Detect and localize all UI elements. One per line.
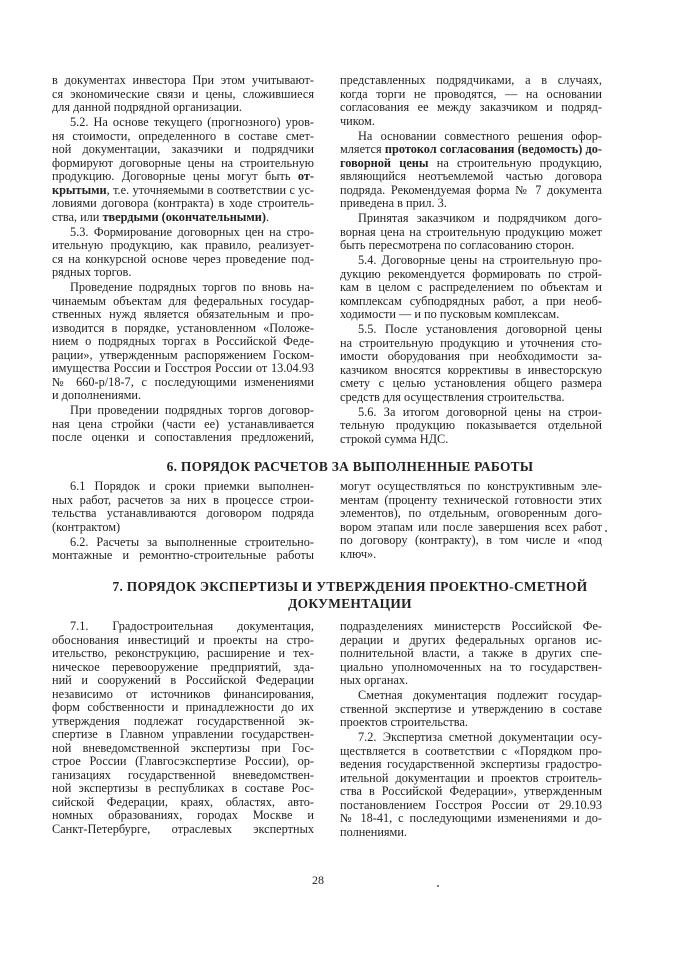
section-5-left-column	[52, 74, 314, 446]
text-line: проектов строительства.	[340, 715, 468, 729]
paragraph	[52, 116, 314, 224]
section-7-heading	[40, 578, 660, 612]
text-line: постановлением Госстроя России от 29.10.93	[340, 797, 602, 812]
text-segment: на строительную продукцию,	[428, 155, 602, 170]
text-line: комплексам субподрядных работ, а при необ-	[340, 293, 602, 308]
text-line: для данной подрядной организации.	[52, 100, 242, 114]
text-line: 7.2. Экспертиза сметной документации осу-	[358, 730, 602, 744]
text-line: ной вневедомственной экспертизы при Гос-	[52, 740, 314, 755]
text-line: ключ».	[340, 546, 377, 561]
text-line: ся на конкурсной основе через проведение под-	[52, 251, 314, 266]
text-line: ительной документации и проектов строитель-	[340, 770, 602, 785]
text-line: ных органах.	[340, 673, 409, 687]
text-line: ний и сооружений в Российской Федерации	[52, 673, 314, 687]
text-line: нием о подрядных торгах в Российской Феде-	[52, 334, 314, 348]
text-line: ной экспертизы в республиках в составе Рос-	[52, 781, 314, 795]
text-line: являющийся неотъемлемой частью договора	[340, 169, 602, 183]
text-line: формируют договорные цены на строительную	[52, 155, 314, 170]
text-line: и дополнениями.	[52, 388, 142, 402]
paragraph	[340, 731, 602, 839]
text-line: циально уполномоченных на то государствен-	[340, 659, 602, 674]
paragraph	[52, 536, 314, 563]
text-segment: ства, или	[52, 209, 103, 224]
text-line	[340, 130, 602, 144]
text-line: могут осуществляться по конструктивным эле-	[340, 479, 602, 493]
paragraph	[340, 74, 602, 128]
text-line: ществляется в соответствии с «Порядком про-	[340, 743, 602, 758]
text-line: 6.2. Расчеты за выполненные строительно-	[70, 534, 314, 549]
text-line: дерации и других федеральных органов ис-	[340, 632, 602, 647]
text-line: спертизе в Главном управлении государствен-	[52, 727, 314, 741]
text-line: 5.3. Формирование договорных цен на стро-	[70, 224, 314, 239]
text-line: после оценки и сопоставления предложений,	[52, 430, 314, 444]
text-line: ническое перевооружение предприятий, зда-	[52, 659, 314, 674]
text-line: ведения государственной экспертизы градостро-	[340, 757, 602, 771]
text-line: № 660-р/18-7, с последующими изменениями	[52, 374, 314, 389]
text-line: ных работ, расчетов за них в процессе строи-	[52, 492, 314, 507]
paragraph	[52, 404, 314, 445]
text-line: смету с целью установления общего размера	[340, 376, 602, 390]
section-7-heading-line-1: 7. ПОРЯДОК ЭКСПЕРТИЗЫ И УТВЕРЖДЕНИЯ ПРОЕКТНО-СМЕТНОЙ	[112, 579, 588, 594]
section-5-right-column	[340, 74, 602, 448]
text-line: рации», утвержденным распоряжением Госком-	[52, 347, 314, 362]
text-segment: мляется	[340, 142, 385, 156]
paragraph	[52, 480, 314, 534]
scan-speck	[437, 885, 439, 887]
text-line: быть пересмотрена по согласованию сторон.	[340, 238, 575, 252]
text-line: строе России (Главгосэкспертизе России), ор-	[52, 754, 314, 768]
text-segment: продукцию. Договорные цены могут быть	[52, 169, 298, 183]
paragraph	[340, 620, 602, 688]
text-line: 5.2. На основе текущего (прогнозного) уров-	[70, 115, 314, 129]
text-line: в документах инвестора При этом учитывают-	[52, 73, 314, 87]
text-line: утверждения подлежат государственной эк-	[52, 713, 314, 728]
text-line: ная цена стройки (части ее) устанавливается	[52, 416, 314, 431]
text-line: обоснования инвестиций и проекты на стро-	[52, 632, 314, 647]
text-line: имости оборудования при необходимости за-	[340, 349, 602, 363]
text-line: 6.1 Порядок и сроки приемки выполнен-	[70, 479, 314, 493]
paragraph	[340, 689, 602, 730]
section-7-right-column	[340, 620, 602, 841]
section-7-left-column	[52, 620, 314, 838]
paragraph	[340, 254, 602, 322]
text-line: чинаемым объектам для федеральных государ-	[52, 293, 314, 308]
text-line	[340, 143, 602, 157]
text-line: полнительной власти, а также в других спе-	[340, 646, 602, 660]
bold-text: говорной цены	[340, 155, 429, 170]
paragraph	[52, 226, 314, 280]
text-line: ся экономические связи и цены, сложившиеся	[52, 86, 314, 101]
text-segment: .	[265, 209, 270, 224]
paragraph	[340, 480, 602, 561]
text-line: форм собственности и принадлежности до их	[52, 700, 314, 714]
text-line	[340, 157, 602, 171]
text-line: согласования ее между заказчиком и подряд-	[340, 100, 602, 114]
section-6-heading: 6. ПОРЯДОК РАСЧЕТОВ ЗА ВЫПОЛНЕННЫЕ РАБОТЫ	[166, 459, 534, 474]
text-segment: На основании совместного решения офор-	[358, 128, 602, 143]
text-line: приведена в прил. 3.	[340, 196, 447, 210]
text-line: подряда. Рекомендуемая форма № 7 документа	[340, 182, 602, 197]
text-line: 5.4. Договорные цены на строительную про-	[358, 253, 602, 267]
bold-text: крытыми	[52, 182, 107, 197]
text-line: ганизациях государственной вневедомствен-	[52, 767, 314, 782]
paragraph	[340, 406, 602, 447]
text-line: ительную продукцию, как правило, реализует-	[52, 238, 314, 252]
page-number: 28	[312, 873, 324, 887]
paragraph	[52, 281, 314, 403]
text-line: чиком.	[340, 113, 375, 128]
text-line: ходимости — и по пусковым комплексам.	[340, 307, 560, 321]
text-line: ства в Российской Федерации», утвержденным	[340, 784, 602, 798]
text-line	[52, 170, 314, 184]
text-line: представленных подрядчиками, а в случаях,	[340, 73, 602, 87]
text-line: кам в целом с распределением по объектам и	[340, 280, 602, 294]
text-line: Санкт-Петербурге, отраслевых экспертных	[52, 821, 314, 836]
paragraph	[52, 620, 314, 836]
text-line: № 18-41, с последующими изменениями и до-	[340, 811, 602, 825]
text-line: дукцию рекомендуется формировать по строй-	[340, 266, 602, 281]
bold-text: твердыми (окончательными)	[102, 209, 266, 224]
paragraph	[340, 212, 602, 253]
text-line: полнениями.	[340, 824, 407, 839]
bold-text: от-	[297, 169, 314, 183]
text-line: ворная цена на строительную продукцию может	[340, 224, 602, 239]
text-line	[52, 184, 314, 198]
text-line: Проведение подрядных торгов по вновь на-	[70, 280, 314, 294]
text-line: казчиком вносятся коррективы в инвесторскую	[340, 362, 602, 377]
text-line: ня стоимости, определенного в составе смет-	[52, 128, 314, 143]
text-line: ловиями договора (контракта) в ходе строитель-	[52, 196, 314, 210]
text-line: сийской Федерации, краях, областях, авто-	[52, 794, 314, 809]
bold-text: протокол согласования (ведомость) до-	[384, 142, 602, 156]
text-line: подразделениях министерств Российской Фе-	[340, 619, 602, 633]
paragraph	[52, 74, 314, 115]
text-line: номных образованиях, городах Москве и	[52, 808, 314, 822]
text-line: вором этапам или после завершения всех работ	[340, 519, 602, 534]
text-line: ной документации, заказчики и подрядчики	[52, 142, 314, 156]
text-line: 5.5. После установления договорной цены	[358, 322, 602, 336]
section-6-right-column	[340, 480, 602, 563]
text-line: Сметная документация подлежит государ-	[358, 688, 602, 702]
text-line: независимо от источников финансирования,	[52, 686, 314, 701]
text-line: рядных торгов.	[52, 265, 132, 279]
text-line: имущества России и Госстроя России от 13.04.93	[52, 361, 314, 375]
text-line	[52, 211, 314, 225]
paragraph	[340, 130, 602, 211]
paragraph	[340, 323, 602, 404]
text-line: когда торги не проводятся, — на основании	[340, 86, 602, 101]
text-line: ственных нужд является обязательным и про-	[52, 307, 314, 321]
text-line: на строительную продукцию и уточнения сто-	[340, 335, 602, 350]
text-line: по договору (контракту), в том числе и «под	[340, 533, 602, 547]
text-line: ительство, реконструкцию, расширение и тех-	[52, 646, 314, 660]
text-line: изводится в порядке, установленном «Положе-	[52, 320, 314, 335]
text-line: средств для осуществления строительства.	[340, 389, 565, 404]
text-line: При проведении подрядных торгов договор-	[70, 403, 314, 417]
section-7-heading-line-2: ДОКУМЕНТАЦИИ	[288, 596, 412, 611]
text-line: ственной экспертизе и утверждению в составе	[340, 701, 602, 716]
section-6-left-column	[52, 480, 314, 564]
scan-speck	[605, 530, 607, 532]
text-line: ментам (проценту технической готовности этих	[340, 492, 602, 507]
text-line: элементов), по отдельным, оговоренным дого-	[340, 506, 602, 520]
text-line: 7.1. Градостроительная документация,	[70, 619, 314, 633]
text-line: тельную продукцию показывается отдельной	[340, 418, 602, 432]
text-line: Принятая заказчиком и подрядчиком дого-	[358, 211, 602, 225]
text-line: 5.6. За итогом договорной цены на строи-	[358, 404, 602, 419]
text-line: (контрактом)	[52, 519, 121, 534]
text-segment: , т.е. уточняемыми в соответствии с ус-	[106, 182, 314, 197]
text-line: тельства устанавливаются договором подряда	[52, 506, 314, 520]
text-line: монтажные и ремонтно-строительные работы	[52, 548, 314, 562]
text-line: строкой сумма НДС.	[340, 431, 449, 446]
